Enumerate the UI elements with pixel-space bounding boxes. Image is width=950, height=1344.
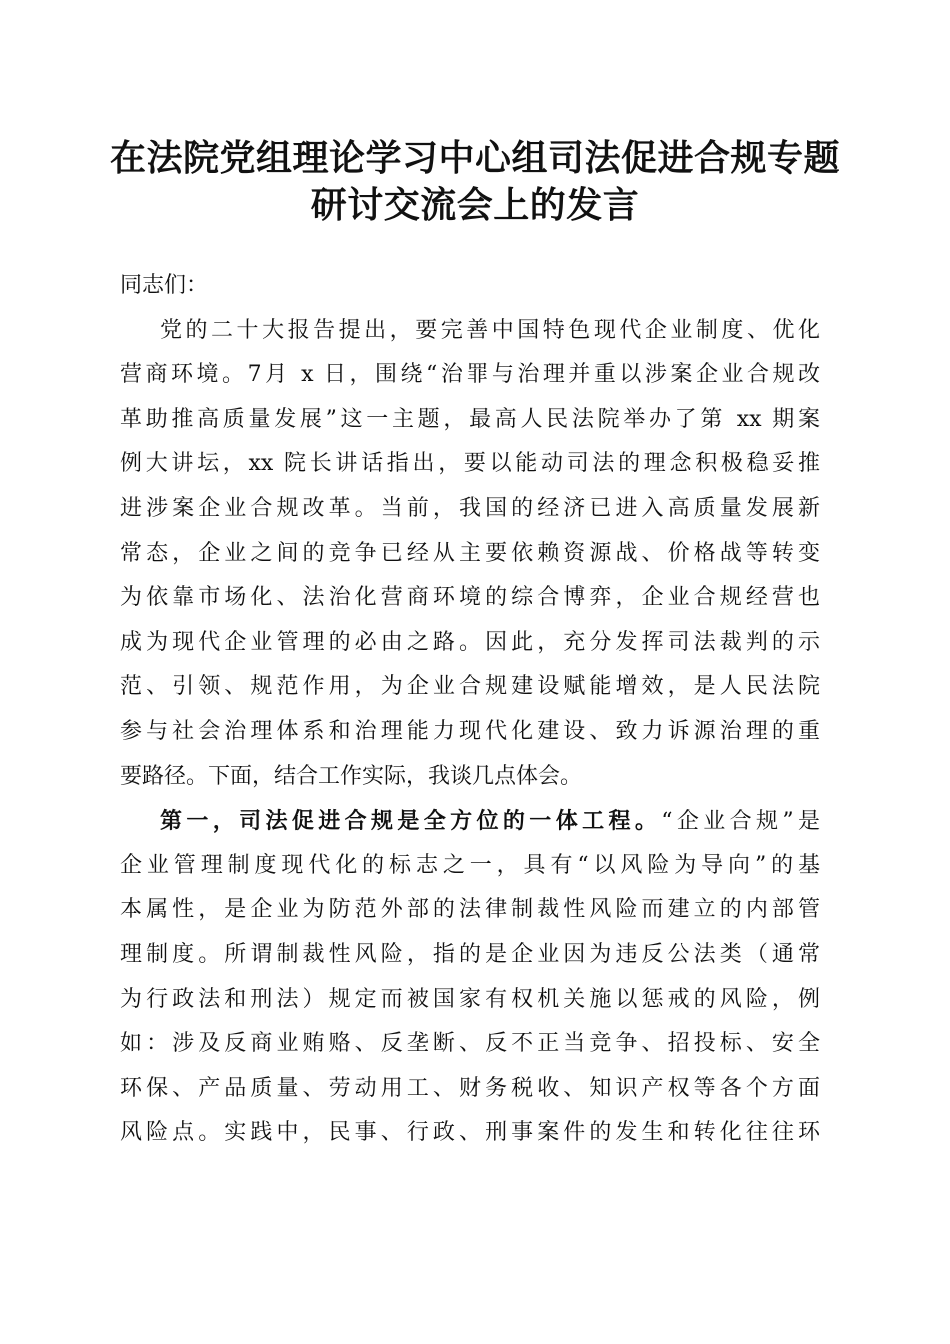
- salutation: 同志们：: [120, 273, 209, 298]
- paragraph-line: 为行政法和刑法）规定而被国家有权机关施以惩戒的风险，例: [120, 986, 820, 1012]
- paragraph-line: [120, 799, 820, 844]
- paragraph-line: 本属性，是企业为防范外部的法律制裁性风险而建立的内部管: [120, 897, 820, 923]
- paragraph-line: 如：涉及反商业贿赂、反垄断、反不正当竞争、招投标、安全: [120, 1031, 820, 1057]
- paragraph-line: 营商环境。7月 x 日，围绕“治罪与治理并重以涉案企业合规改: [120, 362, 820, 388]
- paragraph-line: 革助推高质量发展”这一主题，最高人民法院举办了第 xx 期案: [120, 406, 820, 432]
- paragraph-line: 为依靠市场化、法治化营商环境的综合博弈，企业合规经营也: [120, 585, 820, 611]
- point-one-heading: 第一，司法促进合规是全方位的一体工程。: [160, 808, 662, 835]
- paragraph-line: 参与社会治理体系和治理能力现代化建设、致力诉源治理的重: [120, 718, 820, 744]
- paragraph-line: 范、引领、规范作用，为企业合规建设赋能增效，是人民法院: [120, 674, 820, 700]
- document-title-line-1: 在法院党组理论学习中心组司法促进合规专题: [110, 137, 841, 179]
- paragraph-line: 风险点。实践中，民事、行政、刑事案件的发生和转化往往环: [120, 1120, 820, 1146]
- paragraph-line: 进涉案企业合规改革。当前，我国的经济已进入高质量发展新: [120, 495, 820, 521]
- paragraph-line: 企业管理制度现代化的标志之一，具有“以风险为导向”的基: [120, 852, 820, 878]
- paragraph-line: 党的二十大报告提出，要完善中国特色现代企业制度、优化: [160, 317, 820, 343]
- paragraph-line: 要路径。下面，结合工作实际，我谈几点体会。: [120, 763, 583, 789]
- paragraph-point-one: [120, 799, 820, 1156]
- paragraph-line: 环保、产品质量、劳动用工、财务税收、知识产权等各个方面: [120, 1075, 820, 1101]
- paragraph-line: 例大讲坛，xx 院长讲话指出，要以能动司法的理念积极稳妥推: [120, 451, 820, 477]
- paragraph-line: 理制度。所谓制裁性风险，指的是企业因为违反公法类（通常: [120, 941, 820, 967]
- paragraph-intro: [120, 309, 820, 800]
- paragraph-line: 常态，企业之间的竞争已经从主要依赖资源战、价格战等转变: [120, 540, 820, 566]
- document-body: [120, 264, 820, 1156]
- document-title-line-2: 研讨交流会上的发言: [310, 184, 640, 226]
- paragraph-line: 成为现代企业管理的必由之路。因此，充分发挥司法裁判的示: [120, 629, 820, 655]
- point-one-line-tail: “企业合规”是: [661, 809, 820, 835]
